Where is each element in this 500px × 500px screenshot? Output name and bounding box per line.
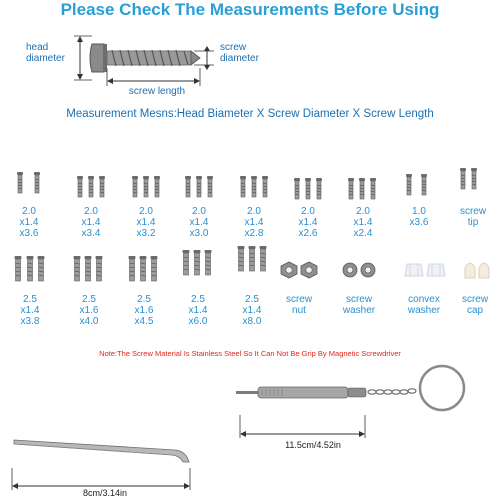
tweezers-image — [0, 432, 500, 492]
screw-icon — [194, 250, 201, 275]
spec-label: convex washer — [407, 294, 441, 316]
screw-icon — [185, 176, 191, 197]
spec-label: 2.0 x1.4 x2.6 — [298, 206, 318, 239]
screw-icon — [74, 256, 81, 281]
screw-icon — [260, 246, 267, 271]
page-title: Please Check The Measurements Before Using — [60, 0, 440, 19]
washer-icon — [361, 263, 375, 277]
screw-icon — [421, 174, 427, 195]
screw-icon — [359, 178, 365, 199]
screw-icon — [305, 178, 311, 199]
spec-label: 2.5 x1.6 x4.5 — [134, 294, 154, 327]
screw-icon — [154, 176, 160, 197]
screw-icon — [129, 256, 136, 281]
tweezers-length-label: 8cm/3.14in — [82, 488, 128, 498]
spec-label: 2.5 x1.6 x4.0 — [79, 294, 99, 327]
screw-icon — [15, 256, 22, 281]
screw-icon — [132, 176, 138, 197]
spec-label: 2.5 x1.4 x8.0 — [242, 294, 262, 327]
screw-icon — [196, 176, 202, 197]
spec-label: screw nut — [285, 294, 313, 316]
screw-icon — [96, 256, 103, 281]
material-note: Note:The Screw Material Is Stainless Steel So It Can Not Be Grip By Magnetic Screwdriver — [99, 349, 401, 358]
screw-icon — [205, 250, 212, 275]
screw-icon — [99, 176, 105, 197]
screwdriver-length-label: 11.5cm/4.52in — [285, 440, 341, 450]
screw-icon — [151, 256, 158, 281]
spec-label: 2.0 x1.4 x3.0 — [189, 206, 209, 239]
screw-icon — [370, 178, 376, 199]
screw-icon — [140, 256, 147, 281]
screw-icon — [27, 256, 34, 281]
spec-label: 2.0 x1.4 x3.2 — [136, 206, 156, 239]
nut-icon — [281, 262, 297, 278]
nut-icon — [301, 262, 317, 278]
screw-diagram — [0, 20, 500, 120]
screw-tip-icon — [460, 168, 466, 189]
screw-row-2 — [0, 246, 500, 291]
screw-icon — [143, 176, 149, 197]
convex-washer-icon — [427, 264, 445, 276]
screw-icon — [238, 246, 245, 271]
screw-icon — [406, 174, 412, 195]
measurement-title: Measurement Mesns:Head Biameter X Screw Diameter X Screw Length — [66, 108, 434, 120]
screw-length-label: screw length — [128, 86, 186, 97]
spec-label: screw cap — [461, 294, 489, 316]
screw-row-1 — [0, 168, 500, 208]
screw-icon — [38, 256, 45, 281]
spec-label: 2.0 x1.4 x3.4 — [81, 206, 101, 239]
screw-icon — [251, 176, 257, 197]
screw-icon — [207, 176, 213, 197]
convex-washer-icon — [405, 264, 423, 276]
spec-label: 2.5 x1.4 x6.0 — [188, 294, 208, 327]
screw-cap-icon — [465, 263, 475, 278]
screw-icon — [249, 246, 256, 271]
spec-label: 2.0 x1.4 x2.4 — [353, 206, 373, 239]
screw-icon — [294, 178, 300, 199]
washer-icon — [343, 263, 357, 277]
spec-label: screw washer — [342, 294, 376, 316]
spec-label: 2.5 x1.4 x3.8 — [20, 294, 40, 327]
screw-icon — [88, 176, 94, 197]
screw-icon — [85, 256, 92, 281]
screw-icon — [348, 178, 354, 199]
screw-diameter-label: screw diameter — [220, 42, 259, 64]
screw-icon — [316, 178, 322, 199]
screw-icon — [77, 176, 83, 197]
screw-icon — [262, 176, 268, 197]
screw-icon — [240, 176, 246, 197]
spec-label: 2.0 x1.4 x2.8 — [244, 206, 264, 239]
screw-cap-icon — [479, 263, 489, 278]
screw-icon — [183, 250, 190, 275]
spec-label: screw tip — [459, 206, 487, 228]
spec-label: 2.0 x1.4 x3.6 — [19, 206, 39, 239]
head-diameter-label: head diameter — [26, 42, 65, 64]
screw-icon — [34, 172, 40, 193]
screw-tip-icon — [471, 168, 477, 189]
spec-label: 1.0 x3.6 — [409, 206, 429, 228]
screw-icon — [17, 172, 23, 193]
